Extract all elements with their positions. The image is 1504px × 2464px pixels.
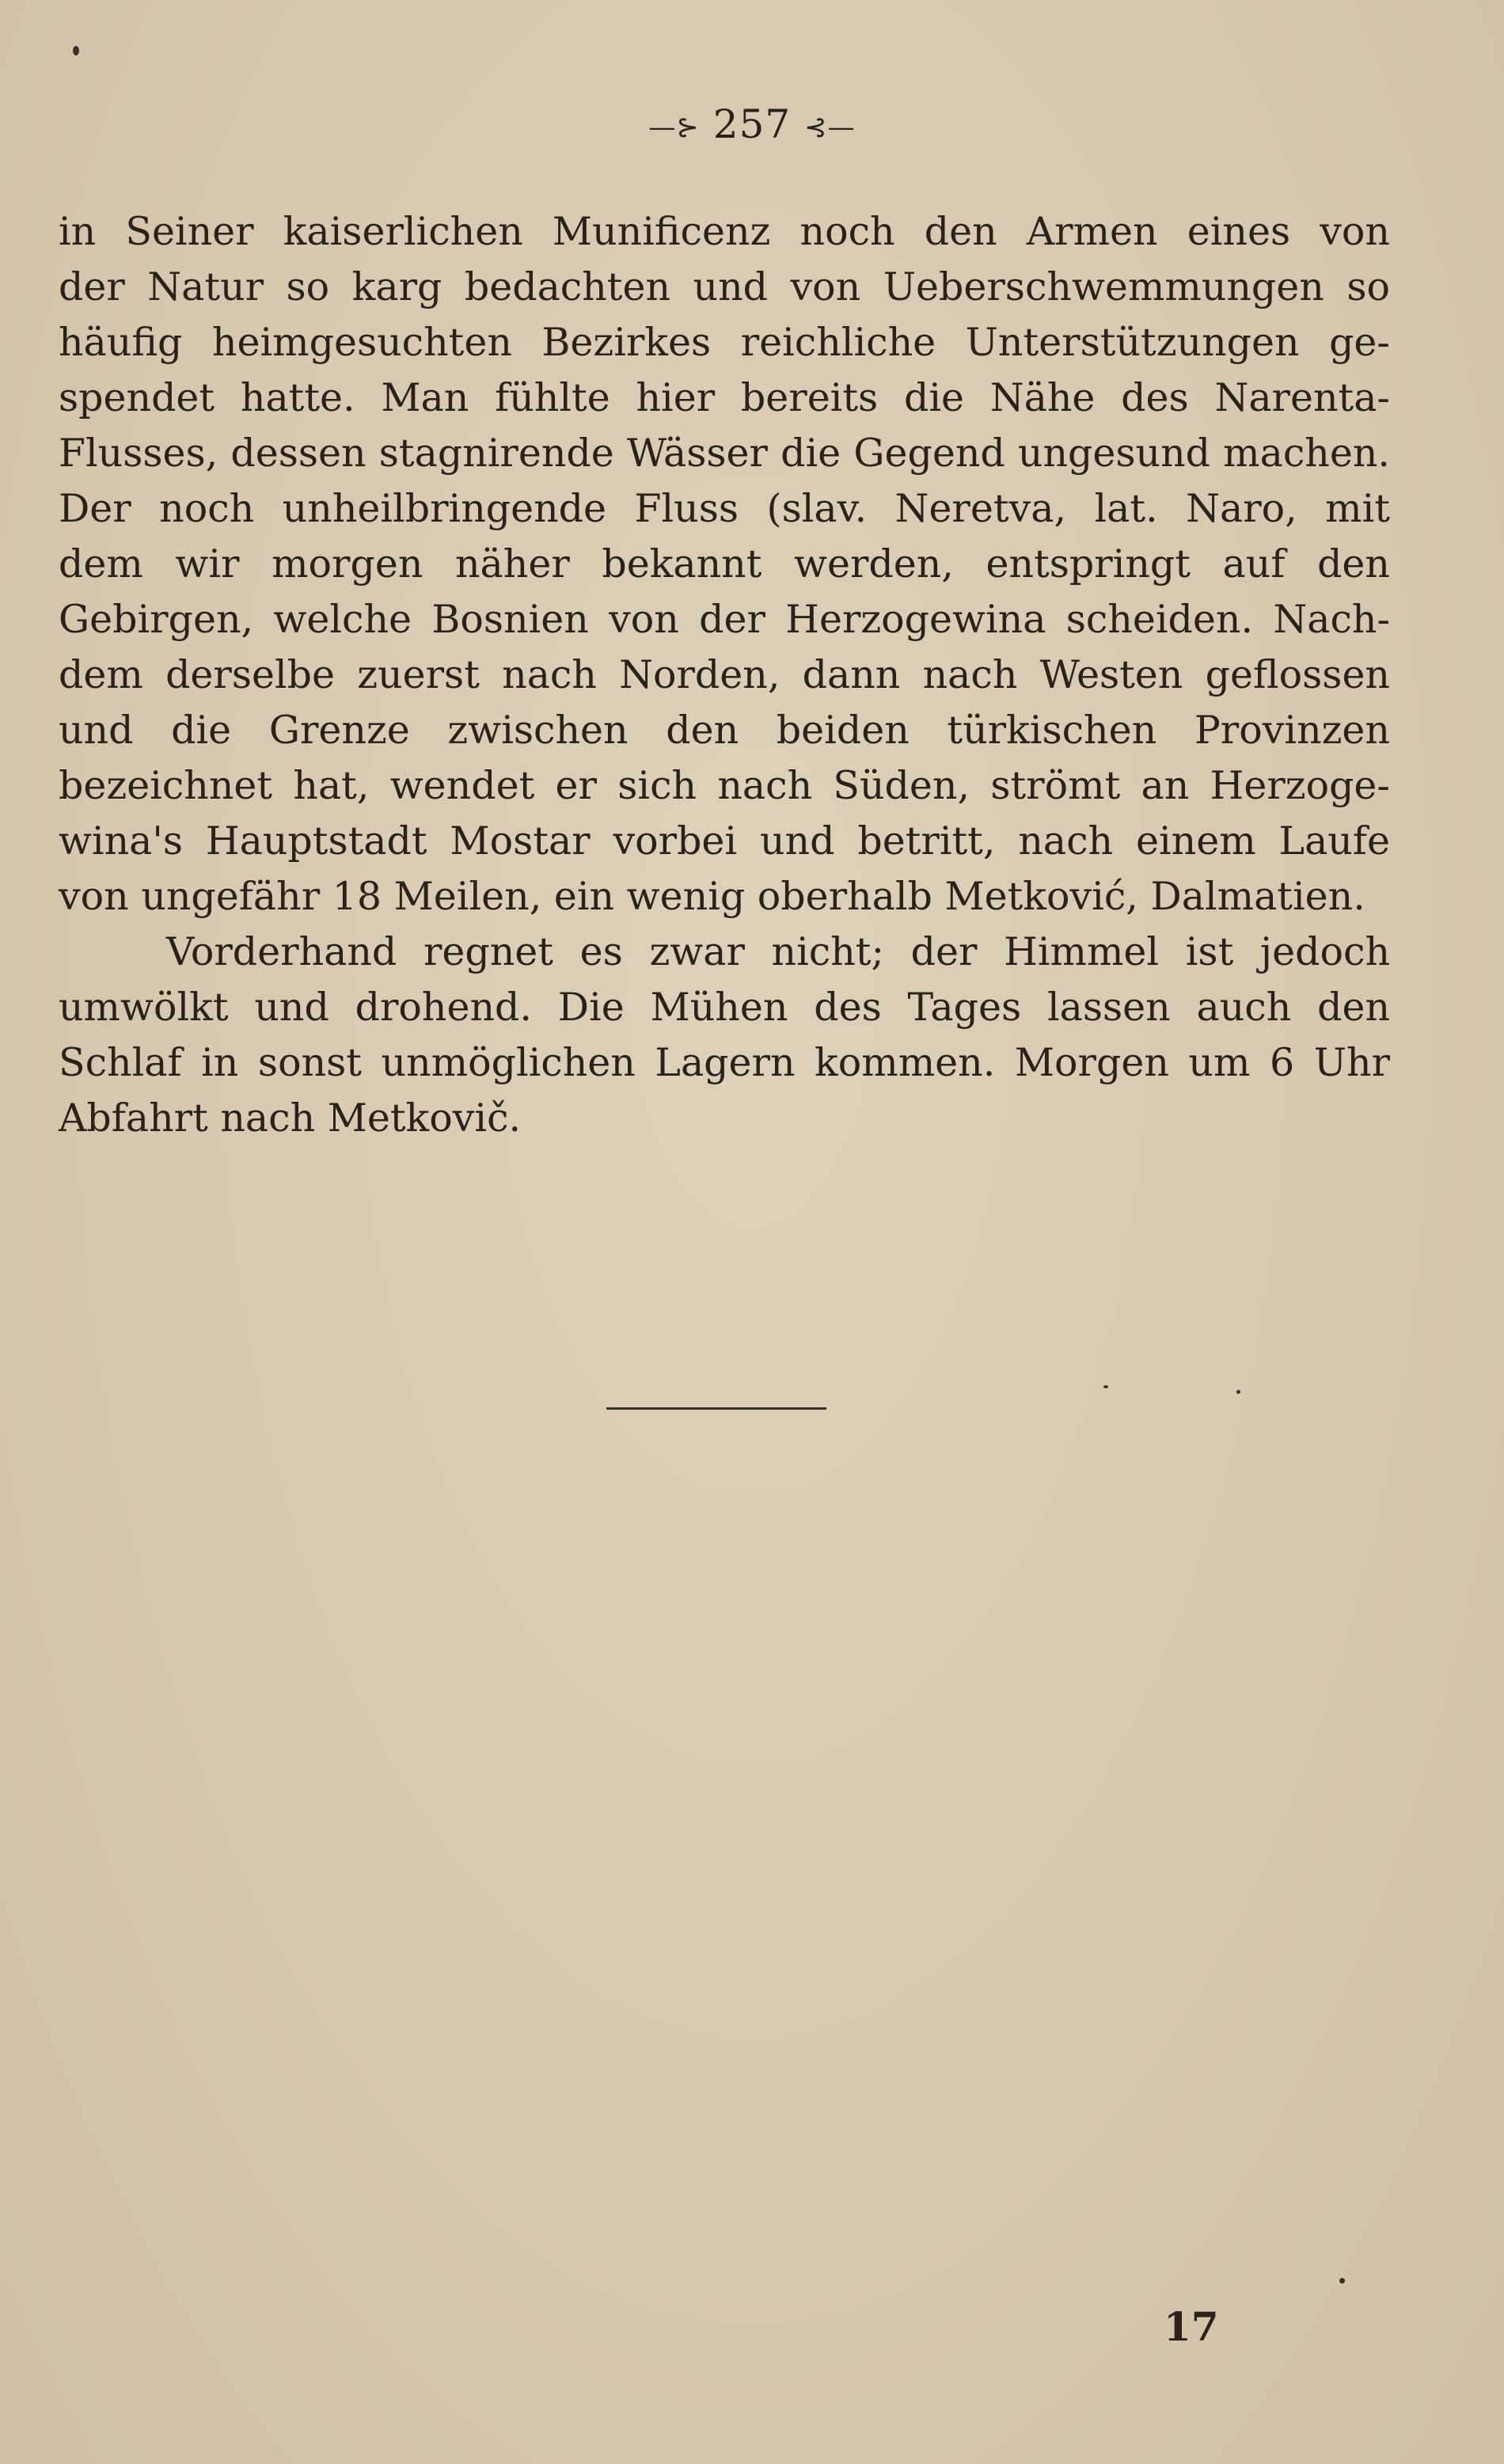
text-line: Der noch unheilbringende Fluss (slav. Neretva, lat. Naro, mit [59,486,1390,531]
text-line: der Natur so karg bedachten und von Ueberschwemmungen so [59,264,1390,309]
text-line: häufig heimgesuchten Bezirkes reichliche Unterstützungen ge- [59,320,1390,365]
section-divider [606,1407,826,1410]
ornament-left-icon: —⊱ [648,112,700,143]
ink-speck [1236,1390,1240,1394]
text-line: und die Grenze zwischen den beiden türkischen Provinzen [59,708,1390,753]
text-line: bezeichnet hat, wendet er sich nach Süden, strömt an Herzoge- [59,763,1390,808]
body-text [59,204,1390,1146]
text-line: in Seiner kaiserlichen Munificenz noch den Armen eines von [59,209,1390,254]
text-line: Gebirgen, welche Bosnien von der Herzogewina scheiden. Nach- [59,597,1390,642]
ink-speck [1103,1385,1108,1388]
text-line: Vorderhand regnet es zwar nicht; der Himmel ist jedoch [166,929,1390,974]
ink-speck [73,46,79,55]
text-line: spendet hatte. Man fühlte hier bereits die Nähe des Narenta- [59,375,1390,420]
text-line: dem wir morgen näher bekannt werden, entspringt auf den [59,541,1390,587]
text-line: umwölkt und drohend. Die Mühen des Tages lassen auch den [59,985,1390,1030]
ink-speck [1339,2278,1345,2284]
text-line: von ungefähr 18 Meilen, ein wenig oberhalb Metković, Dalmatien. [59,874,1365,919]
text-line: wina's Hauptstadt Mostar vorbei und betritt, nach einem Laufe [59,818,1390,864]
text-line: dem derselbe zuerst nach Norden, dann nach Westen geflossen [59,652,1390,697]
page-header [0,101,1504,147]
text-line: Flusses, dessen stagnirende Wässer die Gegend ungesund machen. [59,431,1390,476]
signature-number: 17 [1164,2303,1219,2350]
page-number: 257 [712,101,792,147]
text-line: Schlaf in sonst unmöglichen Lagern kommen. Morgen um 6 Uhr [59,1040,1390,1085]
ornament-right-icon: ⊰— [804,112,856,143]
text-line: Abfahrt nach Metkovič. [59,1095,522,1141]
